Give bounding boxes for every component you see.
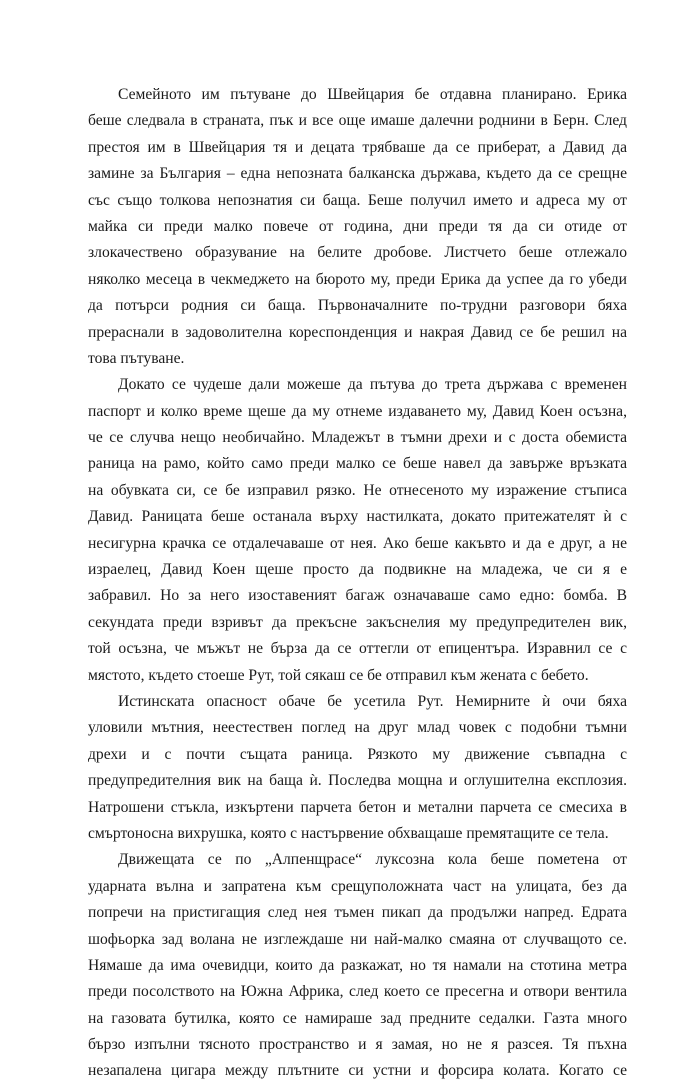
text-line: няколко месеца в чекмеджето на бюрото му, преди Ерика да успее да го убеди xyxy=(88,270,627,288)
text-line: Движещата се по „Алпенщрасе“ луксозна кола беше пометена от xyxy=(118,851,627,869)
text-line: шофьорка зад волана не изглеждаше ни най-малко смаяна от случващото се. xyxy=(88,930,627,948)
text-line: паспорт и колко време щеше да му отнеме издаването му, Давид Коен осъзна, xyxy=(88,402,627,420)
text-line: на обувката си, се бе изправил рязко. Не отнесеното му изражение стъписа xyxy=(88,481,627,499)
text-line: Докато се чудеше дали можеше да пътува до трета държава с временен xyxy=(118,376,627,394)
text-line: секундата преди взривът да прекъсне закъснелия му предупредителен вик, xyxy=(88,613,627,631)
text-line: престоя им в Швейцария тя и децата трябваше да се приберат, а Давид да xyxy=(88,138,627,156)
text-line: майка си преди малко повече от година, дни преди тя да си отиде от xyxy=(88,217,627,235)
text-line: злокачествено образувание на белите дробове. Листчето беше отлежало xyxy=(88,244,627,262)
text-line: Нямаше да има очевидци, които да разкажат, но тя намали на стотина метра xyxy=(88,956,627,974)
text-line: че се случва нещо необичайно. Младежът в тъмни дрехи и с доста обемиста xyxy=(88,429,627,447)
text-line: израелец, Давид Коен щеше просто да подвикне на младежа, че си я е xyxy=(88,561,627,579)
paragraph xyxy=(88,689,627,847)
text-line: незапалена цигара между плътните си устни и форсира колата. Когато се xyxy=(88,1062,627,1080)
text-line: замине за България – една непозната балканска държава, където да се срещне xyxy=(88,165,627,183)
paragraph xyxy=(88,847,627,1085)
text-line: прераснали в задоволителна кореспонденция и накрая Давид се бе решил на xyxy=(88,323,627,341)
document-body xyxy=(88,82,627,1085)
text-line: мястото, където стоеше Рут, той сякаш се бе отправил към жената с бебето. xyxy=(88,666,589,684)
text-line: несигурна крачка се отдалечаваше от нея. Ако беше какъвто и да е друг, а не xyxy=(88,534,627,552)
text-line: беше следвала в страната, пък и все още имаше далечни роднини в Берн. След xyxy=(88,112,627,130)
text-line: да потърси родния си баща. Първоначалните по-трудни разговори бяха xyxy=(88,297,627,315)
paragraph xyxy=(88,82,627,372)
text-line: попречи на пристигащия след нея тъмен пикап да продължи напред. Едрата xyxy=(88,904,627,922)
paragraph xyxy=(88,372,627,689)
text-line: предупредителния вик на баща ѝ. Последва мощна и оглушителна експлозия. xyxy=(88,772,627,790)
text-line: преди посолството на Южна Африка, след което се пресегна и отвори вентила xyxy=(88,983,627,1001)
text-line: раница на рамо, който само преди малко се беше навел да завърже връзката xyxy=(88,455,627,473)
text-line: смъртоносна вихрушка, която с настървение обхващаше премятащите се тела. xyxy=(88,824,609,842)
text-line: ударната вълна и запратена към срещуположната част на улицата, без да xyxy=(88,877,627,895)
text-line: Давид. Раницата беше останала върху настилката, докато притежателят ѝ с xyxy=(88,508,627,526)
text-line: уловили мътния, неестествен поглед на друг млад човек с подобни тъмни xyxy=(88,719,627,737)
text-line: дрехи и с почти същата раница. Рязкото му движение съвпадна с xyxy=(88,745,627,763)
text-line: той осъзна, че мъжът не бърза да се оттегли от епицентъра. Изравнил се с xyxy=(88,640,627,658)
text-line: Истинската опасност обаче бе усетила Рут. Немирните ѝ очи бяха xyxy=(118,692,627,710)
text-line: това пътуване. xyxy=(88,349,185,367)
text-line: Семейното им пътуване до Швейцария бе отдавна планирано. Ерика xyxy=(118,86,627,103)
text-line: бързо изпълни тясното пространство и я замая, но не я разсея. Тя пъхна xyxy=(88,1036,627,1054)
text-line: Натрошени стъкла, изкъртени парчета бетон и метални парчета се смесиха в xyxy=(88,798,627,816)
text-line: на газовата бутилка, която се намираше зад предните седалки. Газта много xyxy=(88,1009,627,1027)
text-line: забравил. Но за него изоставеният багаж означаваше само едно: бомба. В xyxy=(88,587,627,605)
text-line: със също толкова непознатия си баща. Беше получил името и адреса му от xyxy=(88,191,627,209)
